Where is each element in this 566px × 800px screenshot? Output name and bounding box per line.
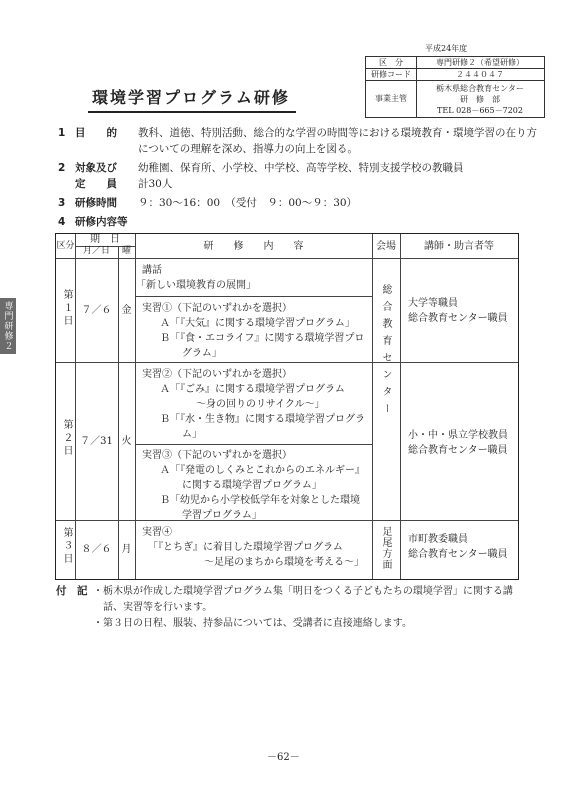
practice-2-option-b-cont: ム」 — [182, 429, 202, 440]
header-content: 研 修 内 容 — [203, 241, 304, 252]
section-4-number: 4 — [58, 216, 66, 228]
info-value-host: 栃木県総合教育センター — [436, 84, 524, 93]
fiscal-year: 平成24年度 — [425, 44, 468, 53]
section-2-text: 幼稚園、保育所、小学校、中学校、高等学校、特別支援学校の教職員 — [138, 162, 464, 174]
practice-3-title: 実習③（下記のいずれかを選択） — [142, 450, 292, 461]
header-kubun: 区分 — [56, 241, 75, 251]
section-1-number: 1 — [58, 127, 66, 139]
course-info-box — [365, 56, 545, 118]
note-1: ・栃木県が作成した環境学習プログラム集「明日をつくる子どもたちの環境学習」に関する講 — [93, 586, 513, 597]
header-kijitsu: 期 日 — [90, 234, 120, 245]
day-2-label: 第２日 — [61, 419, 72, 458]
info-value-dept: 研 修 部 — [460, 95, 500, 104]
side-tab: 専門研修２ — [0, 298, 16, 354]
page-title: 環境学習プログラム研修 — [88, 85, 296, 113]
practice-1-option-b: Ｂ「『食・エコライフ』に関する環境学習プロ — [160, 333, 365, 344]
lecturer-day1-2: 総合教育センター職員 — [408, 313, 508, 324]
day-2-weekday: 火 — [121, 436, 132, 447]
section-1-text-cont: についての理解を深め、指導力の向上を図る。 — [138, 143, 358, 155]
note-2: ・第３日の日程、服装、持参品については、受講者に直接連絡します。 — [93, 618, 412, 629]
header-weekday: 曜 — [121, 246, 131, 256]
section-2-label: 対象及び — [75, 162, 117, 174]
practice-1-option-a: Ａ「『大気』に関する環境学習プログラム」 — [160, 318, 355, 329]
practice-2-option-a: Ａ「『ごみ』に関する環境学習プログラム — [160, 384, 345, 395]
day-3-weekday: 月 — [121, 544, 132, 555]
day-2-date: ７／31 — [80, 436, 113, 447]
practice-2-option-b: Ｂ「『水・生き物』に関する環境学習プログラ — [160, 414, 365, 425]
header-venue: 会場 — [376, 241, 396, 252]
practice-4-title: 実習④ — [142, 527, 172, 538]
info-value-kubun: 専門研修２（希望研修） — [436, 58, 524, 67]
info-label-host: 事業主管 — [366, 81, 417, 117]
day-1-weekday: 金 — [121, 305, 132, 316]
section-3-text: ９：30～16：00 （受付 ９：00～９：30） — [138, 197, 358, 209]
notes-label: 付 記 — [56, 585, 88, 597]
venue-day3: 足尾方面 — [380, 526, 391, 570]
lecturer-day2-1: 小・中・県立学校教員 — [408, 430, 508, 441]
info-value-tel: TEL 028－665－7202 — [437, 106, 523, 115]
info-label-code: 研修コード — [366, 69, 417, 80]
page-number: －62－ — [267, 752, 300, 763]
day-3-label: 第３日 — [61, 527, 72, 566]
lecturer-day3-1: 市町教委職員 — [408, 534, 468, 545]
practice-3-option-b: Ｂ「幼児から小学校低学年を対象とした環境 — [160, 495, 360, 506]
header-lecturer: 講師・助言者等 — [424, 241, 494, 252]
practice-4-line-2: ～足尾のまちから環境を考える～」 — [204, 557, 364, 568]
lecturer-day3-2: 総合教育センター職員 — [408, 549, 508, 560]
lecture-title: 講話 — [142, 265, 162, 276]
practice-3-option-b-cont: 学習プログラム」 — [182, 510, 262, 521]
day-3-date: ８／６ — [81, 544, 112, 555]
section-3-number: 3 — [58, 197, 66, 209]
day-1-label: 第１日 — [61, 289, 72, 328]
venue-main: 総合教育センター — [380, 284, 391, 420]
section-1-text: 教科、道徳、特別活動、総合的な学習の時間等における環境教育・環境学習の在り方 — [138, 127, 537, 139]
lecturer-day1-1: 大学等職員 — [408, 298, 458, 309]
schedule-table — [55, 233, 519, 580]
info-label-kubun: 区 分 — [366, 57, 417, 68]
section-3-label: 研修時間 — [75, 197, 117, 209]
section-2-text-cont: 計30人 — [138, 178, 173, 190]
section-1-label: 目 的 — [75, 127, 117, 139]
practice-1-option-b-cont: グラム」 — [182, 348, 222, 359]
info-value-code: ２４４０４７ — [456, 70, 504, 79]
practice-4-line-1: 「『とちぎ』に着目した環境学習プログラム — [148, 542, 343, 553]
practice-2-option-a-cont: ～身の回りのリサイクル～」 — [196, 399, 325, 410]
lecture-theme: 「新しい環境教育の展開」 — [136, 280, 256, 291]
lecturer-day2-2: 総合教育センター職員 — [408, 445, 508, 456]
section-2-label-cont: 定 員 — [75, 178, 117, 190]
practice-1-title: 実習①（下記のいずれかを選択） — [142, 303, 292, 314]
section-4-label: 研修内容等 — [75, 216, 128, 228]
practice-3-option-a-cont: に関する環境学習プログラム」 — [182, 480, 322, 491]
header-month-day: 月／日 — [82, 246, 110, 256]
section-2-number: 2 — [58, 162, 66, 174]
note-1-cont: 話、実習等を行います。 — [103, 602, 213, 613]
practice-2-title: 実習②（下記のいずれかを選択） — [142, 369, 292, 380]
practice-3-option-a: Ａ「『発電のしくみとこれからのエネルギー』 — [160, 465, 365, 476]
day-1-date: ７／６ — [81, 305, 112, 316]
